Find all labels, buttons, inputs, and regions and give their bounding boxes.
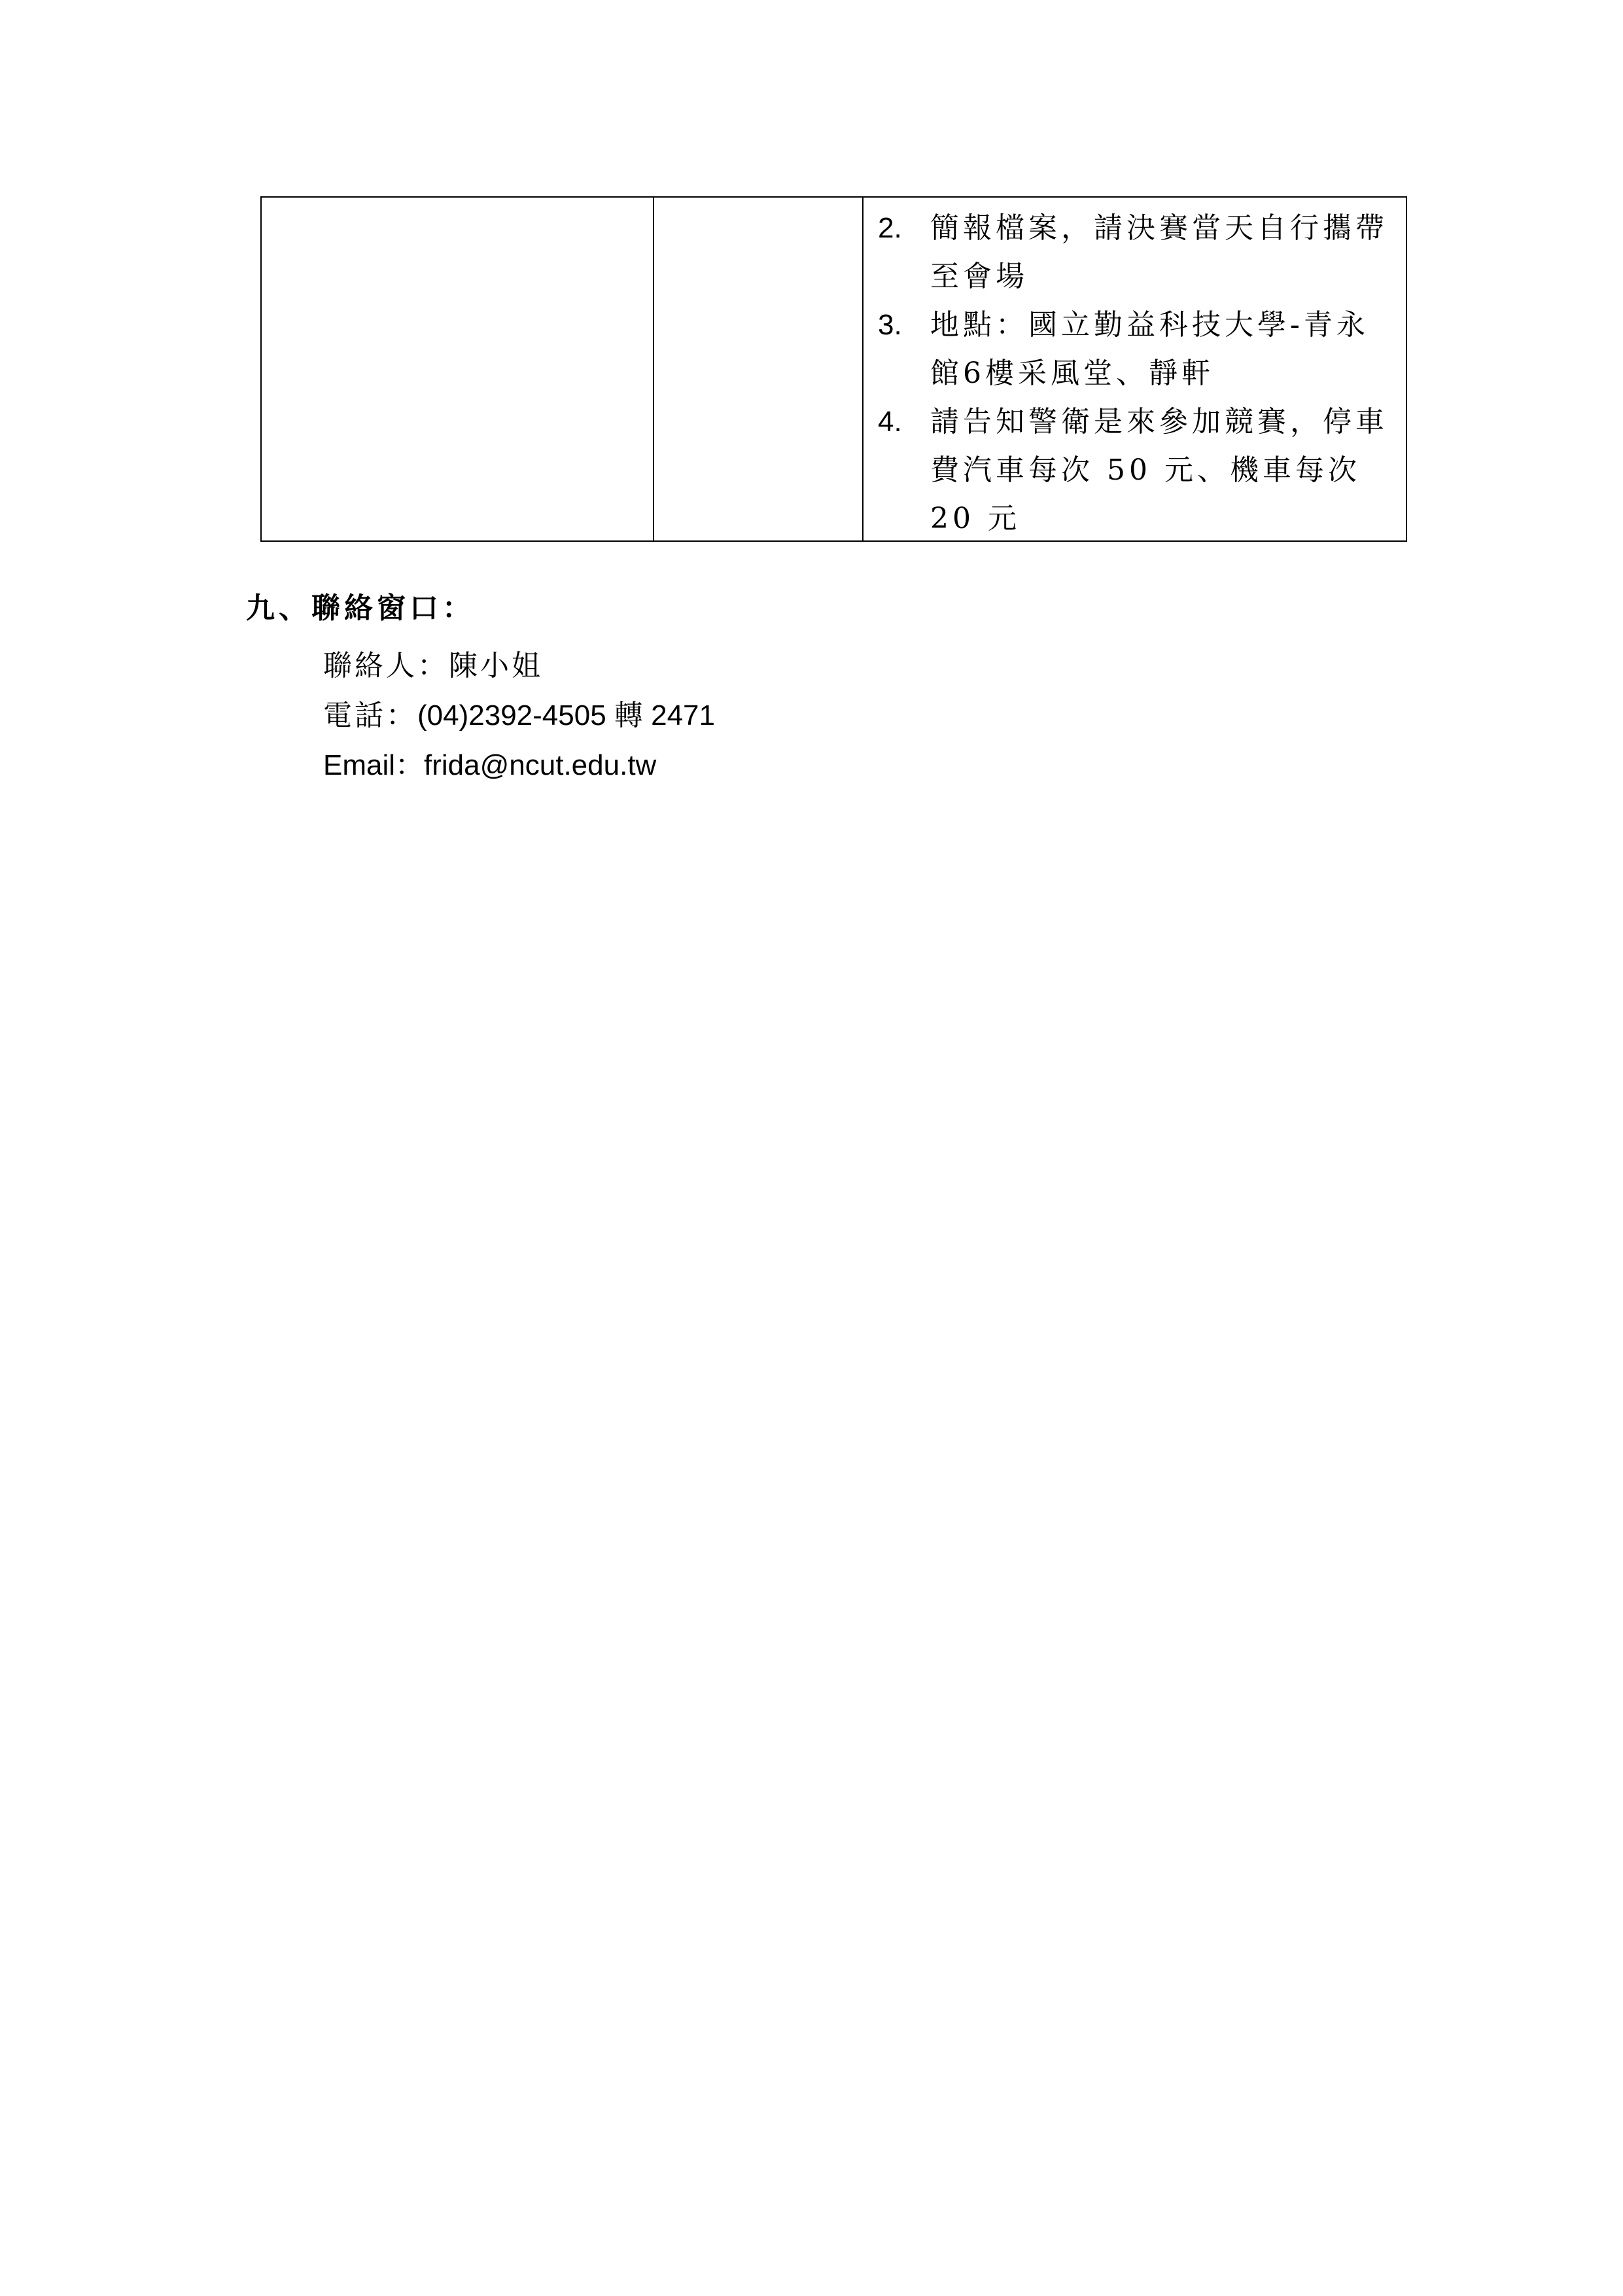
list-item-text: 請告知警衛是來參加競賽，停車費汽車每次 50 元、機車每次 20 元 — [930, 405, 1388, 535]
section-heading: 九、聯絡窗口： — [246, 592, 475, 625]
list-item-number: 3. — [878, 309, 902, 341]
list-item-number: 4. — [878, 406, 902, 438]
table-cell-empty-1 — [262, 198, 654, 540]
contact-phone-line — [323, 691, 715, 741]
table-cell-notes — [864, 198, 1406, 540]
contact-person-value: 陳小姐 — [449, 649, 543, 682]
list-item-number: 2. — [878, 212, 902, 244]
contact-section — [246, 589, 715, 790]
table-cell-empty-2 — [654, 198, 864, 540]
contact-email-line — [323, 741, 715, 790]
contact-phone-label: 電話： — [323, 699, 417, 732]
notes-list — [878, 204, 1390, 543]
contact-email-value[interactable]: frida@ncut.edu.tw — [424, 749, 657, 781]
contact-person-line — [323, 641, 715, 691]
list-item — [878, 204, 1390, 301]
info-table — [260, 196, 1407, 542]
contact-email-label: Email： — [323, 749, 425, 781]
list-item-text: 地點：國立勤益科技大學-青永館6樓采風堂、靜軒 — [930, 308, 1369, 390]
list-item — [878, 301, 1390, 398]
list-item — [878, 398, 1390, 543]
contact-phone-value: (04)2392-4505 轉 2471 — [417, 699, 715, 732]
contact-person-label: 聯絡人： — [323, 649, 449, 682]
list-item-text: 簡報檔案，請決賽當天自行攜帶至會場 — [930, 211, 1388, 293]
